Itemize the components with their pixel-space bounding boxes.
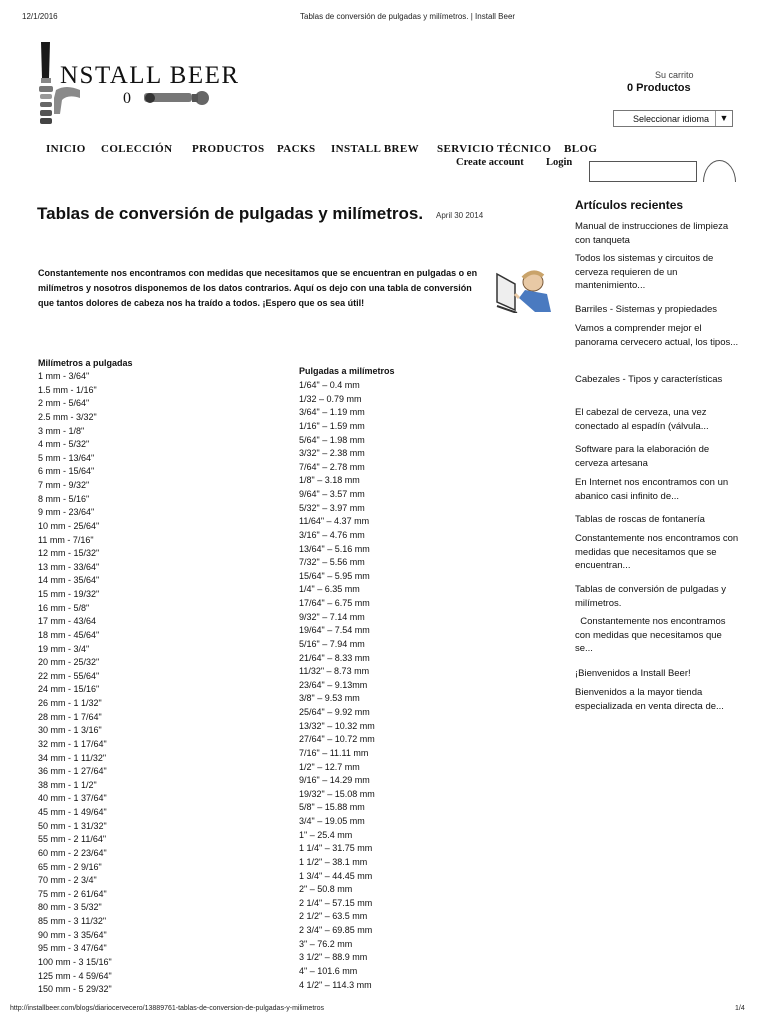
conversion-row: 55 mm - 2 11/64" bbox=[38, 834, 107, 845]
conversion-row: 38 mm - 1 1/2" bbox=[38, 779, 97, 790]
conversion-row: 2" – 50.8 mm bbox=[299, 884, 353, 895]
conversion-row: 1 1/2" – 38.1 mm bbox=[299, 856, 368, 867]
article-intro: Constantemente nos encontramos con medidas que necesitamos que se encuentran en pulgadas o en milímetros y nosotros disponemos de los datos contrarios. Aquí os dejo con una tabla de conversión que tantos dolores de cabeza nos ha traído a todos. ¡Espero que os sea útil! bbox=[38, 268, 478, 308]
conversion-row: 16 mm - 5/8" bbox=[38, 602, 90, 613]
print-date: 12/1/2016 bbox=[22, 12, 58, 21]
conversion-row: 13 mm - 33/64" bbox=[38, 561, 100, 572]
conversion-row: 85 mm - 3 11/32" bbox=[38, 916, 107, 926]
conversion-row: 3/32" – 2.38 mm bbox=[299, 448, 365, 459]
mm-to-in-heading: Milímetros a pulgadas bbox=[38, 358, 133, 368]
conversion-row: 17 mm - 43/64 bbox=[38, 616, 97, 627]
conversion-row: 1 1/4" – 31.75 mm bbox=[299, 843, 373, 854]
conversion-row: 80 mm - 3 5/32" bbox=[38, 902, 102, 913]
conversion-row: 11/64" – 4.37 mm bbox=[299, 516, 370, 527]
conversion-row: 9/16" – 14.29 mm bbox=[299, 775, 370, 786]
recent-article-link[interactable]: Barriles - Sistemas y propiedades bbox=[575, 304, 718, 315]
nav-inicio[interactable]: INICIO bbox=[46, 143, 86, 155]
conversion-row: 22 mm - 55/64" bbox=[38, 670, 100, 681]
nav-coleccion[interactable]: COLECCIÓN bbox=[101, 143, 173, 155]
conversion-row: 15/64" – 5.95 mm bbox=[299, 570, 370, 581]
conversion-row: 23/64" – 9.13mm bbox=[299, 679, 368, 690]
conversion-row: 2 1/2" – 63.5 mm bbox=[299, 911, 368, 922]
conversion-row: 14 mm - 35/64" bbox=[38, 575, 100, 586]
conversion-row: 24 mm - 15/16" bbox=[38, 684, 100, 695]
conversion-row: 7 mm - 9/32" bbox=[38, 480, 90, 490]
logo-wordmark: NSTALL BEER bbox=[60, 62, 240, 89]
conversion-row: 5/8" – 15.88 mm bbox=[299, 802, 365, 813]
print-page-number: 1/4 bbox=[735, 1005, 745, 1012]
conversion-row: 2 mm - 5/64" bbox=[38, 398, 90, 409]
conversion-row: 1/64" – 0.4 mm bbox=[299, 380, 360, 390]
conversion-row: 1" – 25.4 mm bbox=[299, 829, 353, 840]
recent-article-link[interactable]: Manual de instrucciones de limpieza con tanqueta bbox=[575, 221, 729, 246]
conversion-row: 19/32" – 15.08 mm bbox=[299, 788, 375, 799]
conversion-row: 28 mm - 1 7/64" bbox=[38, 711, 102, 722]
conversion-row: 9/64" – 3.57 mm bbox=[299, 489, 365, 499]
conversion-row: 60 mm - 2 23/64" bbox=[38, 847, 107, 858]
conversion-row: 19 mm - 3/4" bbox=[38, 643, 90, 654]
conversion-row: 4" – 101.6 mm bbox=[299, 965, 358, 976]
conversion-row: 32 mm - 1 17/64" bbox=[38, 738, 107, 749]
conversion-row: 125 mm - 4 59/64" bbox=[38, 970, 112, 981]
conversion-row: 50 mm - 1 31/32" bbox=[38, 820, 107, 831]
conversion-row: 11 mm - 7/16" bbox=[38, 534, 94, 545]
nav-blog[interactable]: BLOG bbox=[564, 143, 598, 155]
print-title: Tablas de conversión de pulgadas y milímetros. | Install Beer bbox=[300, 12, 516, 21]
conversion-row: 7/64" – 2.78 mm bbox=[299, 461, 365, 472]
conversion-row: 15 mm - 19/32" bbox=[38, 589, 100, 599]
article-date: April 30 2014 bbox=[436, 211, 484, 220]
conversion-row: 5/16" – 7.94 mm bbox=[299, 638, 365, 649]
recent-article-excerpt: El cabezal de cerveza, una vez conectado al espadín (válvula... bbox=[575, 407, 709, 432]
conversion-row: 2.5 mm - 3/32" bbox=[38, 411, 97, 422]
conversion-row: 8 mm - 5/16" bbox=[38, 493, 90, 504]
conversion-row: 1/16" – 1.59 mm bbox=[299, 420, 365, 431]
conversion-row: 1 3/4" – 44.45 mm bbox=[299, 870, 373, 881]
recent-article-excerpt: En Internet nos encontramos con un abanico casi infinito de... bbox=[575, 477, 729, 502]
conversion-row: 12 mm - 15/32" bbox=[38, 548, 100, 559]
conversion-row: 1/8" – 3.18 mm bbox=[299, 475, 360, 486]
conversion-row: 9/32" – 7.14 mm bbox=[299, 611, 365, 622]
recent-article-link[interactable]: Cabezales - Tipos y características bbox=[575, 374, 723, 385]
conversion-row: 3/64" – 1.19 mm bbox=[299, 407, 365, 418]
recent-articles-heading: Artículos recientes bbox=[575, 198, 684, 212]
conversion-row: 6 mm - 15/64" bbox=[38, 466, 95, 477]
conversion-row: 1/4" – 6.35 mm bbox=[299, 584, 360, 595]
nav-productos[interactable]: PRODUCTOS bbox=[192, 143, 265, 155]
conversion-row: 65 mm - 2 9/16" bbox=[38, 861, 102, 872]
recent-article-link[interactable]: ¡Bienvenidos a Install Beer! bbox=[575, 668, 691, 679]
conversion-row: 20 mm - 25/32" bbox=[38, 657, 100, 668]
recent-article-excerpt: Constantemente nos encontramos con medidas que necesitamos que se encuentran... bbox=[575, 533, 739, 571]
conversion-row: 9 mm - 23/64" bbox=[38, 507, 95, 518]
conversion-row: 17/64" – 6.75 mm bbox=[299, 598, 370, 608]
conversion-row: 7/32" – 5.56 mm bbox=[299, 557, 365, 568]
frustrated-user-illustration bbox=[495, 268, 553, 313]
conversion-row: 5 mm - 13/64" bbox=[38, 452, 95, 463]
language-select[interactable] bbox=[613, 110, 733, 127]
conversion-row: 26 mm - 1 1/32" bbox=[38, 698, 102, 708]
conversion-row: 3 mm - 1/8" bbox=[38, 425, 85, 436]
conversion-row: 3/8" – 9.53 mm bbox=[299, 693, 360, 704]
language-selected: Seleccionar idioma bbox=[633, 114, 710, 124]
logo-zero: 0 bbox=[123, 90, 131, 107]
conversion-row: 11/32" – 8.73 mm bbox=[299, 666, 370, 677]
recent-article-excerpt: Bienvenidos a la mayor tienda especializada en venta directa de... bbox=[575, 687, 724, 712]
conversion-row: 1 mm - 3/64" bbox=[38, 371, 90, 381]
conversion-row: 13/64" – 5.16 mm bbox=[299, 543, 370, 554]
conversion-row: 5/32" – 3.97 mm bbox=[299, 502, 365, 513]
chevron-down-icon: ▼ bbox=[715, 111, 732, 126]
conversion-row: 34 mm - 1 11/32" bbox=[38, 752, 107, 763]
conversion-row: 18 mm - 45/64" bbox=[38, 629, 100, 640]
search-input[interactable] bbox=[589, 161, 697, 182]
nav-packs[interactable]: PACKS bbox=[277, 143, 316, 155]
conversion-row: 4 mm - 5/32" bbox=[38, 439, 90, 450]
conversion-row: 21/64" – 8.33 mm bbox=[299, 652, 370, 663]
in-to-mm-list bbox=[299, 379, 375, 992]
conversion-row: 2 1/4" – 57.15 mm bbox=[299, 897, 373, 908]
conversion-row: 19/64" – 7.54 mm bbox=[299, 625, 370, 636]
conversion-row: 150 mm - 5 29/32" bbox=[38, 984, 112, 995]
recent-article-link[interactable]: Tablas de conversión de pulgadas y milímetros. bbox=[575, 584, 727, 609]
conversion-row: 7/16" – 11.11 mm bbox=[299, 747, 369, 758]
conversion-row: 3/4" – 19.05 mm bbox=[299, 816, 365, 826]
conversion-row: 70 mm - 2 3/4" bbox=[38, 875, 97, 886]
article-title: Tablas de conversión de pulgadas y milímetros. bbox=[37, 204, 424, 223]
conversion-row: 30 mm - 1 3/16" bbox=[38, 725, 102, 736]
conversion-row: 5/64" – 1.98 mm bbox=[299, 434, 365, 445]
conversion-row: 13/32" – 10.32 mm bbox=[299, 720, 375, 731]
cart-count[interactable]: 0 Productos bbox=[627, 82, 691, 94]
print-url: http://installbeer.com/blogs/diariocervecero/13889761-tablas-de-conversion-de-pulgadas-y-milimetros bbox=[10, 1005, 324, 1012]
conversion-row: 3" – 76.2 mm bbox=[299, 938, 353, 949]
login-link[interactable]: Login bbox=[546, 157, 573, 168]
conversion-row: 27/64" – 10.72 mm bbox=[299, 734, 375, 745]
recent-article-link[interactable]: Software para la elaboración de cerveza artesana bbox=[575, 444, 710, 469]
nav-install-brew[interactable]: INSTALL BREW bbox=[331, 143, 420, 155]
in-to-mm-heading: Pulgadas a milímetros bbox=[299, 366, 395, 376]
conversion-row: 40 mm - 1 37/64" bbox=[38, 793, 107, 804]
conversion-row: 36 mm - 1 27/64" bbox=[38, 766, 107, 777]
recent-article-excerpt: Todos los sistemas y circuitos de cerveza requieren de un mantenimiento... bbox=[575, 253, 714, 291]
conversion-row: 1.5 mm - 1/16" bbox=[38, 384, 97, 395]
conversion-row: 75 mm - 2 61/64" bbox=[38, 888, 107, 899]
conversion-row: 100 mm - 3 15/16" bbox=[38, 956, 112, 967]
recent-article-excerpt: Vamos a comprender mejor el panorama cervecero actual, los tipos... bbox=[575, 323, 739, 348]
conversion-row: 3/16" – 4.76 mm bbox=[299, 529, 365, 540]
conversion-row: 10 mm - 25/64" bbox=[38, 520, 100, 531]
search-button[interactable] bbox=[703, 160, 736, 182]
conversion-row: 95 mm - 3 47/64" bbox=[38, 943, 107, 954]
conversion-row: 3 1/2" – 88.9 mm bbox=[299, 952, 368, 963]
recent-article-excerpt: Constantemente nos encontramos con medidas que necesitamos que se... bbox=[575, 616, 729, 654]
conversion-row: 2 3/4" – 69.85 mm bbox=[299, 925, 373, 935]
recent-article-link[interactable]: Tablas de roscas de fontanería bbox=[575, 514, 705, 525]
create-account-link[interactable]: Create account bbox=[456, 157, 524, 168]
mm-to-in-list bbox=[38, 370, 112, 997]
nav-servicio-tecnico[interactable]: SERVICIO TÉCNICO bbox=[437, 143, 552, 155]
conversion-row: 45 mm - 1 49/64" bbox=[38, 807, 107, 817]
cart-label[interactable]: Su carrito bbox=[655, 70, 694, 80]
conversion-row: 25/64" – 9.92 mm bbox=[299, 707, 370, 717]
conversion-row: 90 mm - 3 35/64" bbox=[38, 929, 107, 940]
conversion-row: 1/2" – 12.7 mm bbox=[299, 761, 360, 772]
conversion-row: 4 1/2" – 114.3 mm bbox=[299, 979, 372, 990]
conversion-row: 1/32 – 0.79 mm bbox=[299, 393, 362, 404]
